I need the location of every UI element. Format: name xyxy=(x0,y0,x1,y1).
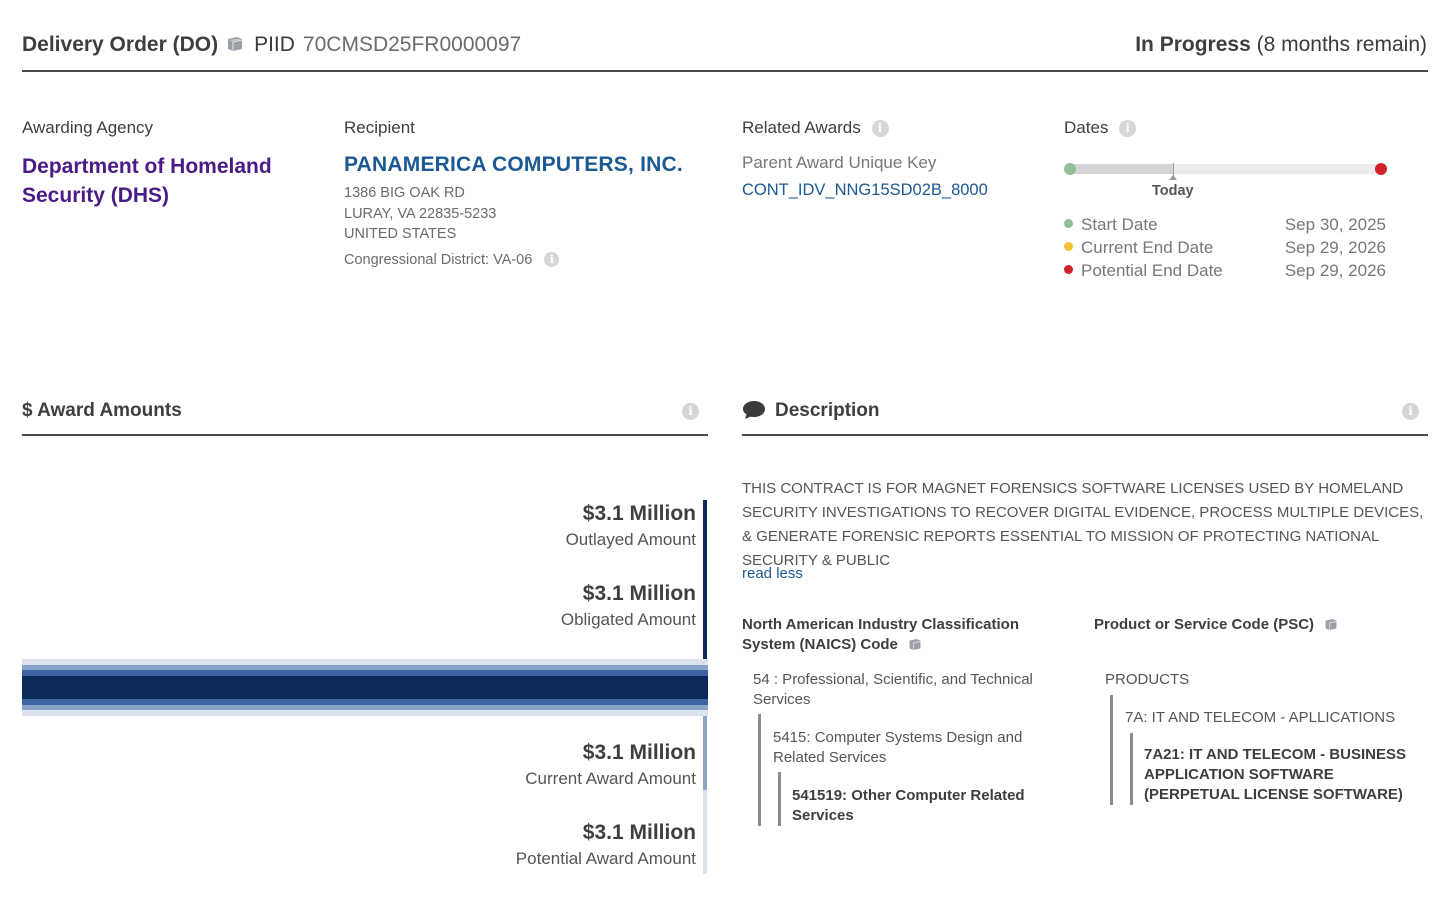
potential-award-amount-label: Potential Award Amount xyxy=(515,849,696,868)
psc-level2-line xyxy=(1110,695,1113,805)
timeline-elapsed xyxy=(1070,164,1173,174)
start-date-value: Sep 30, 2025 xyxy=(1284,215,1386,234)
info-icon[interactable]: i xyxy=(1402,403,1419,420)
outlayed-amount-value: $3.1 Million xyxy=(582,502,696,525)
speech-bubble-icon xyxy=(742,400,766,425)
related-awards-label: Related Awards xyxy=(742,118,861,137)
current-award-amount-value: $3.1 Million xyxy=(582,741,696,764)
piid-label: PIID xyxy=(254,33,295,56)
header-divider xyxy=(22,70,1428,72)
recipient-address-line2: LURAY, VA 22835-5233 xyxy=(344,206,497,222)
psc-level3: 7A21: IT AND TELECOM - BUSINESS APPLICATION SOFTWARE (PERPETUAL LICENSE SOFTWARE) xyxy=(1144,746,1406,803)
psc-level1: PRODUCTS xyxy=(1105,671,1190,688)
outlayed-amount-bar[interactable] xyxy=(22,676,708,699)
info-icon[interactable]: i xyxy=(544,252,559,267)
date-row-start xyxy=(1064,215,1386,235)
recipient-name-link[interactable]: PANAMERICA COMPUTERS, INC. xyxy=(344,153,683,176)
parent-award-key-link[interactable]: CONT_IDV_NNG15SD02B_8000 xyxy=(742,181,988,199)
obligated-amount-value: $3.1 Million xyxy=(582,582,696,605)
status-detail: (8 months remain) xyxy=(1256,33,1427,56)
book-icon[interactable] xyxy=(226,34,244,50)
recipient-address-line3: UNITED STATES xyxy=(344,226,457,242)
psc-level3-line xyxy=(1130,733,1133,805)
book-icon[interactable] xyxy=(1324,617,1338,637)
current-award-connector xyxy=(703,710,707,790)
naics-level1: 54 : Professional, Scientific, and Technical Services xyxy=(753,671,1033,708)
start-date-label: Start Date xyxy=(1081,215,1158,234)
start-date-dot xyxy=(1064,219,1073,228)
psc-header xyxy=(1094,615,1414,637)
naics-level2: 5415: Computer Systems Design and Related Services xyxy=(773,729,1023,766)
current-award-amount-label: Current Award Amount xyxy=(525,769,696,788)
date-row-potential-end xyxy=(1064,261,1386,281)
naics-level3: 541519: Other Computer Related Services xyxy=(792,787,1025,824)
award-amounts-title: $ Award Amounts xyxy=(22,400,182,421)
description-text: THIS CONTRACT IS FOR MAGNET FORENSICS SOFTWARE LICENSES USED BY HOMELAND SECURITY INVESTIGATIONS TO RECOVER DIGITAL EVIDENCE, PROCESS MULTIPLE DEVICES, & GENERATE FORENSIC REPORTS ESSENTIAL TO MISSION OF PROTECTING NATIONAL SECURITY & PUBLIC xyxy=(742,480,1424,569)
award-type: Delivery Order (DO) xyxy=(22,33,219,56)
outlayed-connector xyxy=(703,500,707,660)
congressional-district-text: Congressional District: VA-06 xyxy=(344,252,533,268)
book-icon[interactable] xyxy=(908,637,922,657)
piid-value: 70CMSD25FR0000097 xyxy=(302,33,522,56)
award-status xyxy=(1135,33,1427,57)
psc-header-text: Product or Service Code (PSC) xyxy=(1094,616,1315,633)
naics-level2-line xyxy=(758,714,761,826)
award-header xyxy=(22,33,521,57)
current-end-date-dot xyxy=(1064,242,1073,251)
recipient-address-line1: 1386 BIG OAK RD xyxy=(344,185,465,201)
potential-end-date-dot xyxy=(1064,265,1073,274)
naics-level3-line xyxy=(778,772,781,826)
potential-award-amount-value: $3.1 Million xyxy=(582,821,696,844)
congressional-district xyxy=(344,252,559,268)
parent-award-key-label: Parent Award Unique Key xyxy=(742,153,937,172)
info-icon[interactable]: i xyxy=(682,403,699,420)
info-icon[interactable]: i xyxy=(872,120,889,137)
date-row-current-end xyxy=(1064,238,1386,258)
current-end-date-label: Current End Date xyxy=(1081,238,1214,257)
related-awards-heading xyxy=(742,118,889,138)
read-less-link[interactable]: read less xyxy=(742,565,803,582)
status-label: In Progress xyxy=(1135,33,1251,56)
awarding-agency-label: Awarding Agency xyxy=(22,118,154,137)
potential-award-connector xyxy=(703,790,707,874)
potential-end-date-label: Potential End Date xyxy=(1081,261,1223,280)
naics-header-text: North American Industry Classification System (NAICS) Code xyxy=(742,616,1020,653)
naics-header xyxy=(742,615,1072,657)
outlayed-amount-label: Outlayed Amount xyxy=(565,530,696,549)
dates-heading xyxy=(1064,118,1136,138)
award-amounts-divider xyxy=(22,434,708,436)
info-icon[interactable]: i xyxy=(1119,120,1136,137)
recipient-label: Recipient xyxy=(344,118,415,137)
timeline-end-marker xyxy=(1375,163,1387,175)
description-title: Description xyxy=(775,400,880,421)
description-divider xyxy=(742,434,1428,436)
timeline-today-label: Today xyxy=(1152,183,1194,199)
dates-label: Dates xyxy=(1064,118,1109,137)
potential-end-date-value: Sep 29, 2026 xyxy=(1284,261,1386,280)
timeline-today-caret xyxy=(1169,175,1177,180)
obligated-amount-label: Obligated Amount xyxy=(560,610,696,629)
psc-level2: 7A: IT AND TELECOM - APLLICATIONS xyxy=(1125,709,1396,726)
current-end-date-value: Sep 29, 2026 xyxy=(1284,238,1386,257)
awarding-agency-link[interactable]: Department of Homeland Security (DHS) xyxy=(22,155,272,207)
timeline-start-marker xyxy=(1064,163,1076,175)
